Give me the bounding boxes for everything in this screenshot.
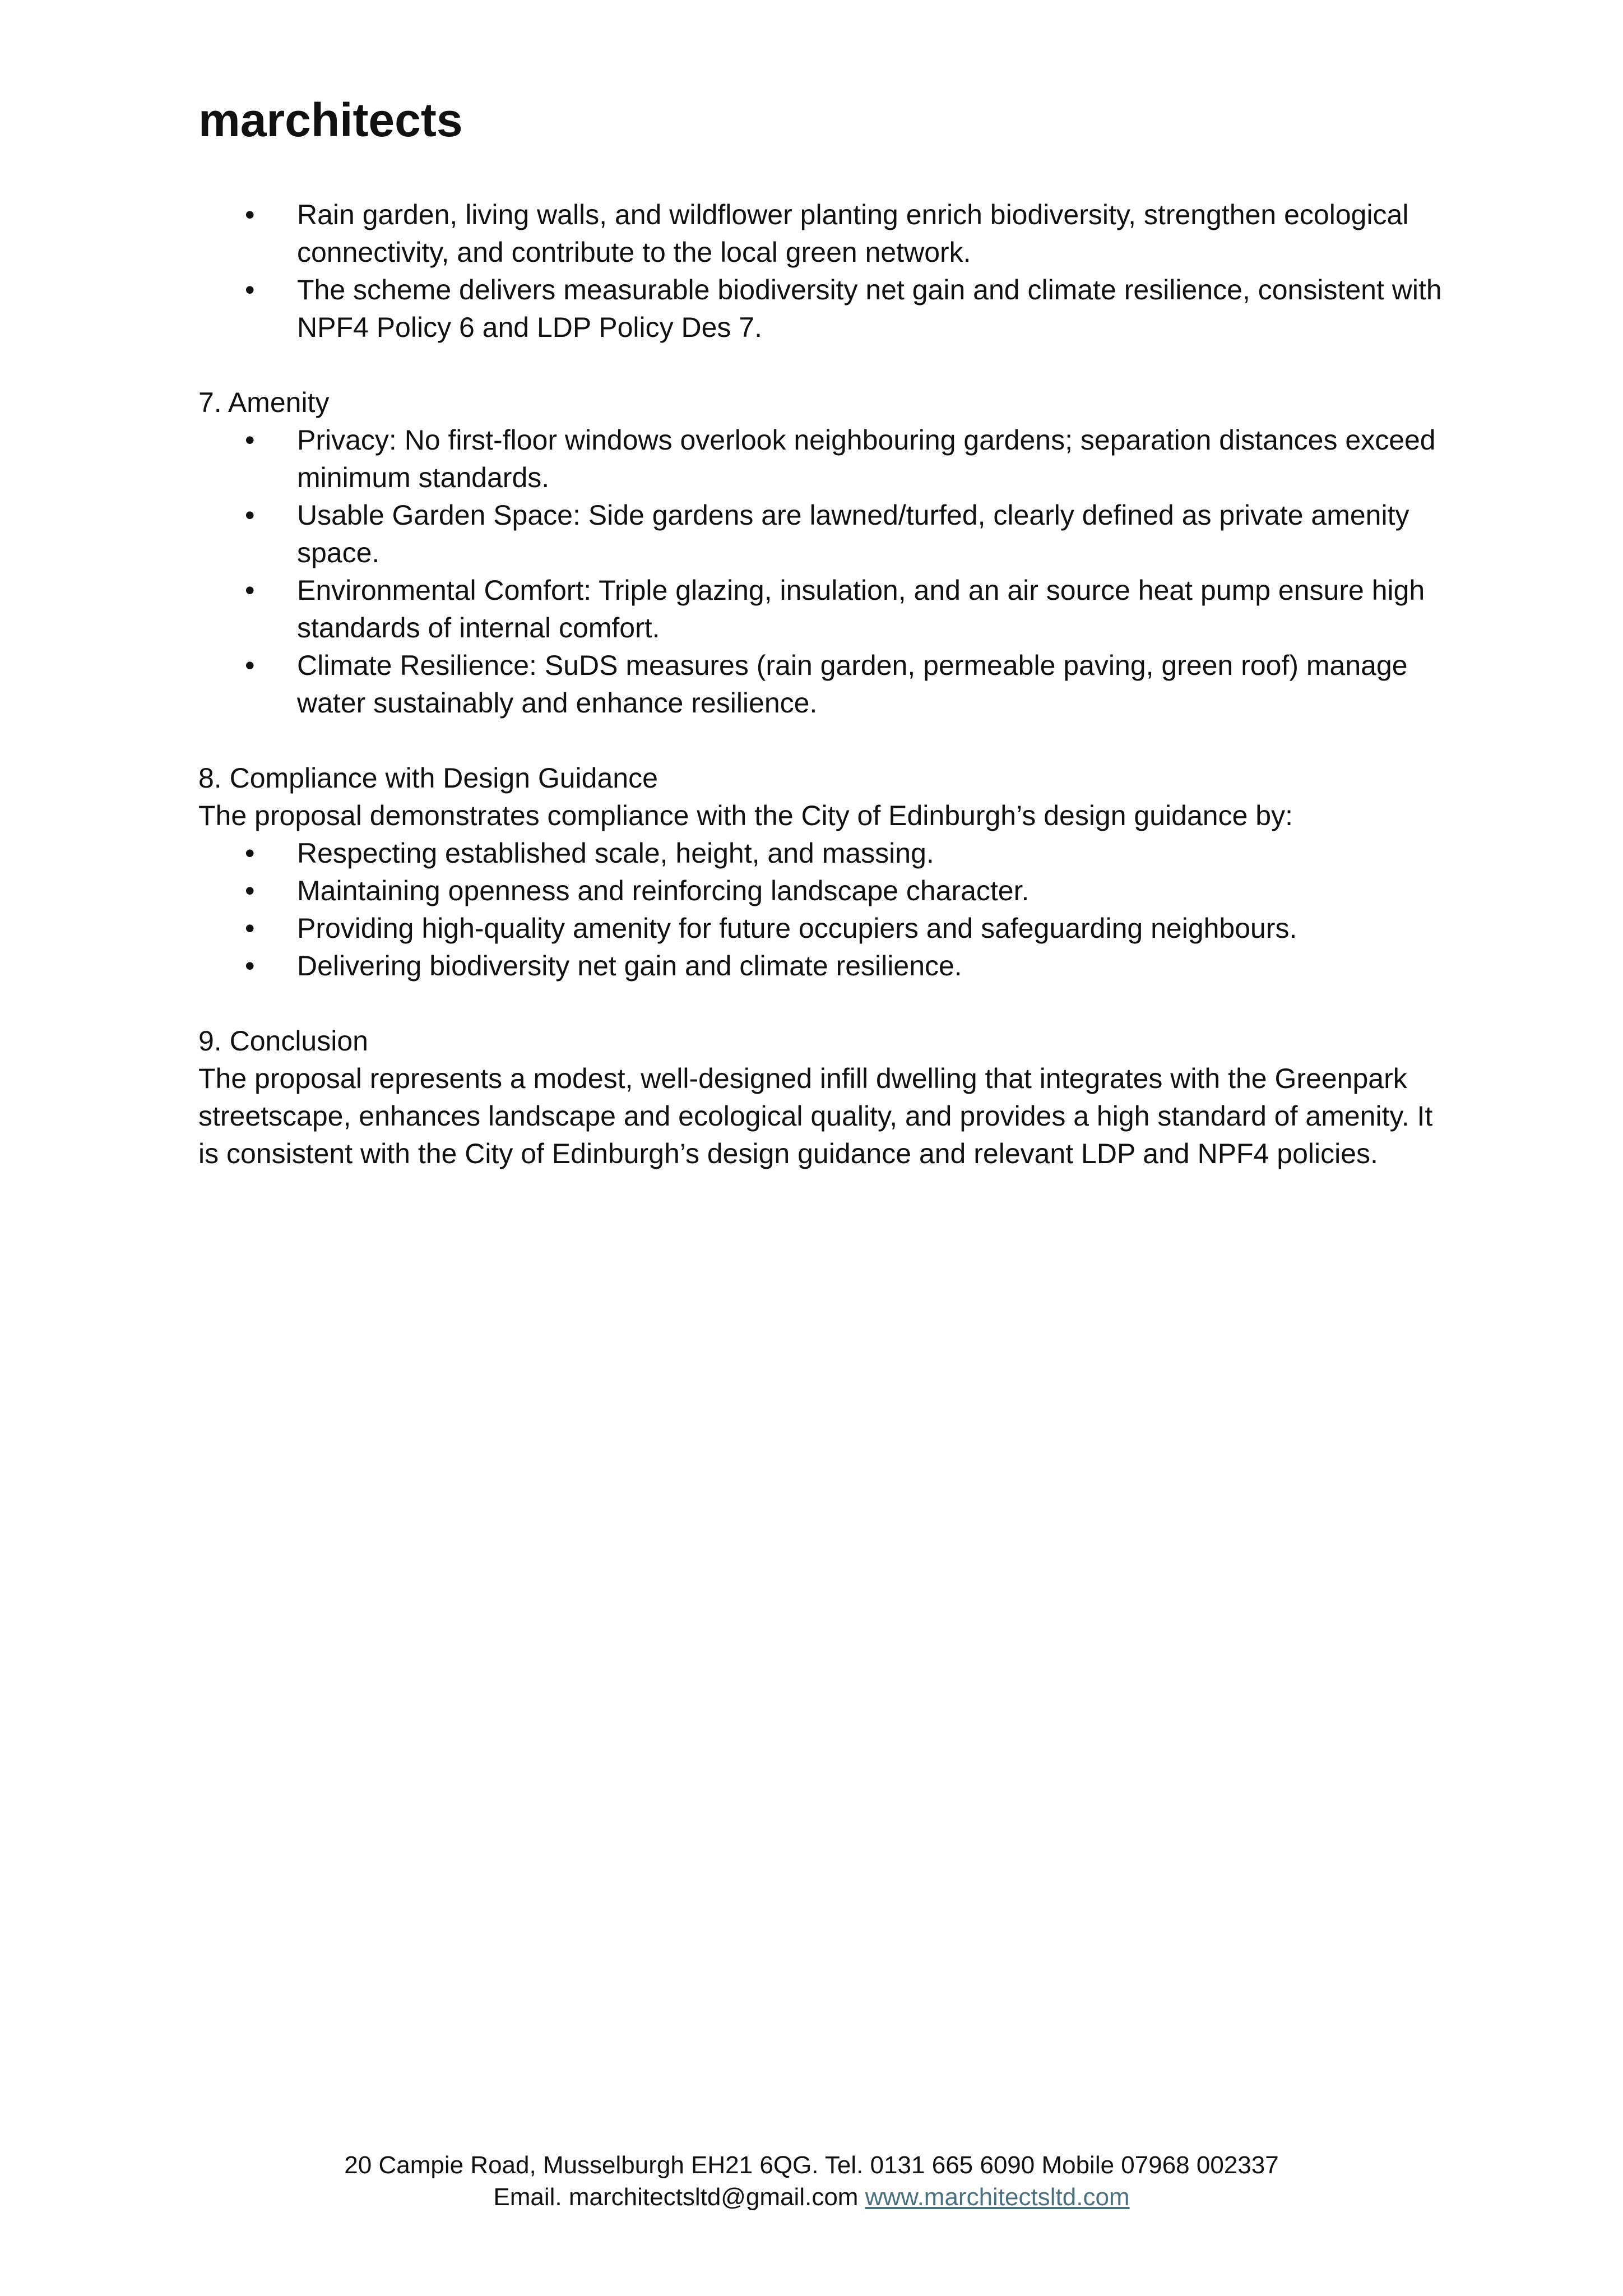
- section-heading-amenity: 7. Amenity: [198, 387, 330, 418]
- list-item: • Privacy: No first-floor windows overlook neighbouring gardens; separation distances exceed minimum standards.: [297, 422, 1454, 497]
- list-item: • Respecting established scale, height, and massing.: [297, 835, 1454, 872]
- list-item: • The scheme delivers measurable biodiversity net gain and climate resilience, consistent with NPF4 Policy 6 and LDP Policy Des 7.: [297, 271, 1454, 346]
- list-item: • Environmental Comfort: Triple glazing, insulation, and an air source heat pump ensure high standards of internal comfort.: [297, 572, 1454, 647]
- list-item: • Rain garden, living walls, and wildflower planting enrich biodiversity, strengthen ecological connectivity, and contribute to the local green network.: [297, 196, 1454, 271]
- footer-address: 20 Campie Road, Musselburgh EH21 6QG. Tel. 0131 665 6090 Mobile 07968 002337: [344, 2151, 1279, 2179]
- page-footer: [0, 2149, 1623, 2213]
- footer-email: Email. marchitectsltd@gmail.com: [493, 2183, 859, 2211]
- list-item: • Maintaining openness and reinforcing landscape character.: [297, 872, 1454, 910]
- compliance-intro: The proposal demonstrates compliance with the City of Edinburgh’s design guidance by:: [198, 800, 1293, 831]
- compliance-bullet-list: [198, 835, 1454, 985]
- list-item: • Usable Garden Space: Side gardens are lawned/turfed, clearly defined as private amenity space.: [297, 497, 1454, 572]
- company-logo-text: marchitects: [198, 94, 463, 146]
- website-link[interactable]: www.marchitectsltd.com: [865, 2183, 1130, 2211]
- list-item: • Providing high-quality amenity for future occupiers and safeguarding neighbours.: [297, 910, 1454, 947]
- amenity-bullet-list: [198, 422, 1454, 722]
- section-heading-compliance: 8. Compliance with Design Guidance: [198, 762, 658, 794]
- footer-contact-line: [0, 2181, 1623, 2213]
- section-heading-conclusion: 9. Conclusion: [198, 1025, 368, 1057]
- conclusion-text: The proposal represents a modest, well-designed infill dwelling that integrates with the Greenpark streetscape, enhances landscape and ecological quality, and provides a high standard of amenity. It is consistent with the City of Edinburgh’s design guidance and relevant LDP and NPF4 policies.: [198, 1063, 1433, 1169]
- list-item: • Climate Resilience: SuDS measures (rain garden, permeable paving, green roof) manage water sustainably and enhance resilience.: [297, 647, 1454, 722]
- intro-bullet-list: [198, 196, 1454, 346]
- list-item: • Delivering biodiversity net gain and climate resilience.: [297, 947, 1454, 985]
- document-body: [198, 196, 1454, 1173]
